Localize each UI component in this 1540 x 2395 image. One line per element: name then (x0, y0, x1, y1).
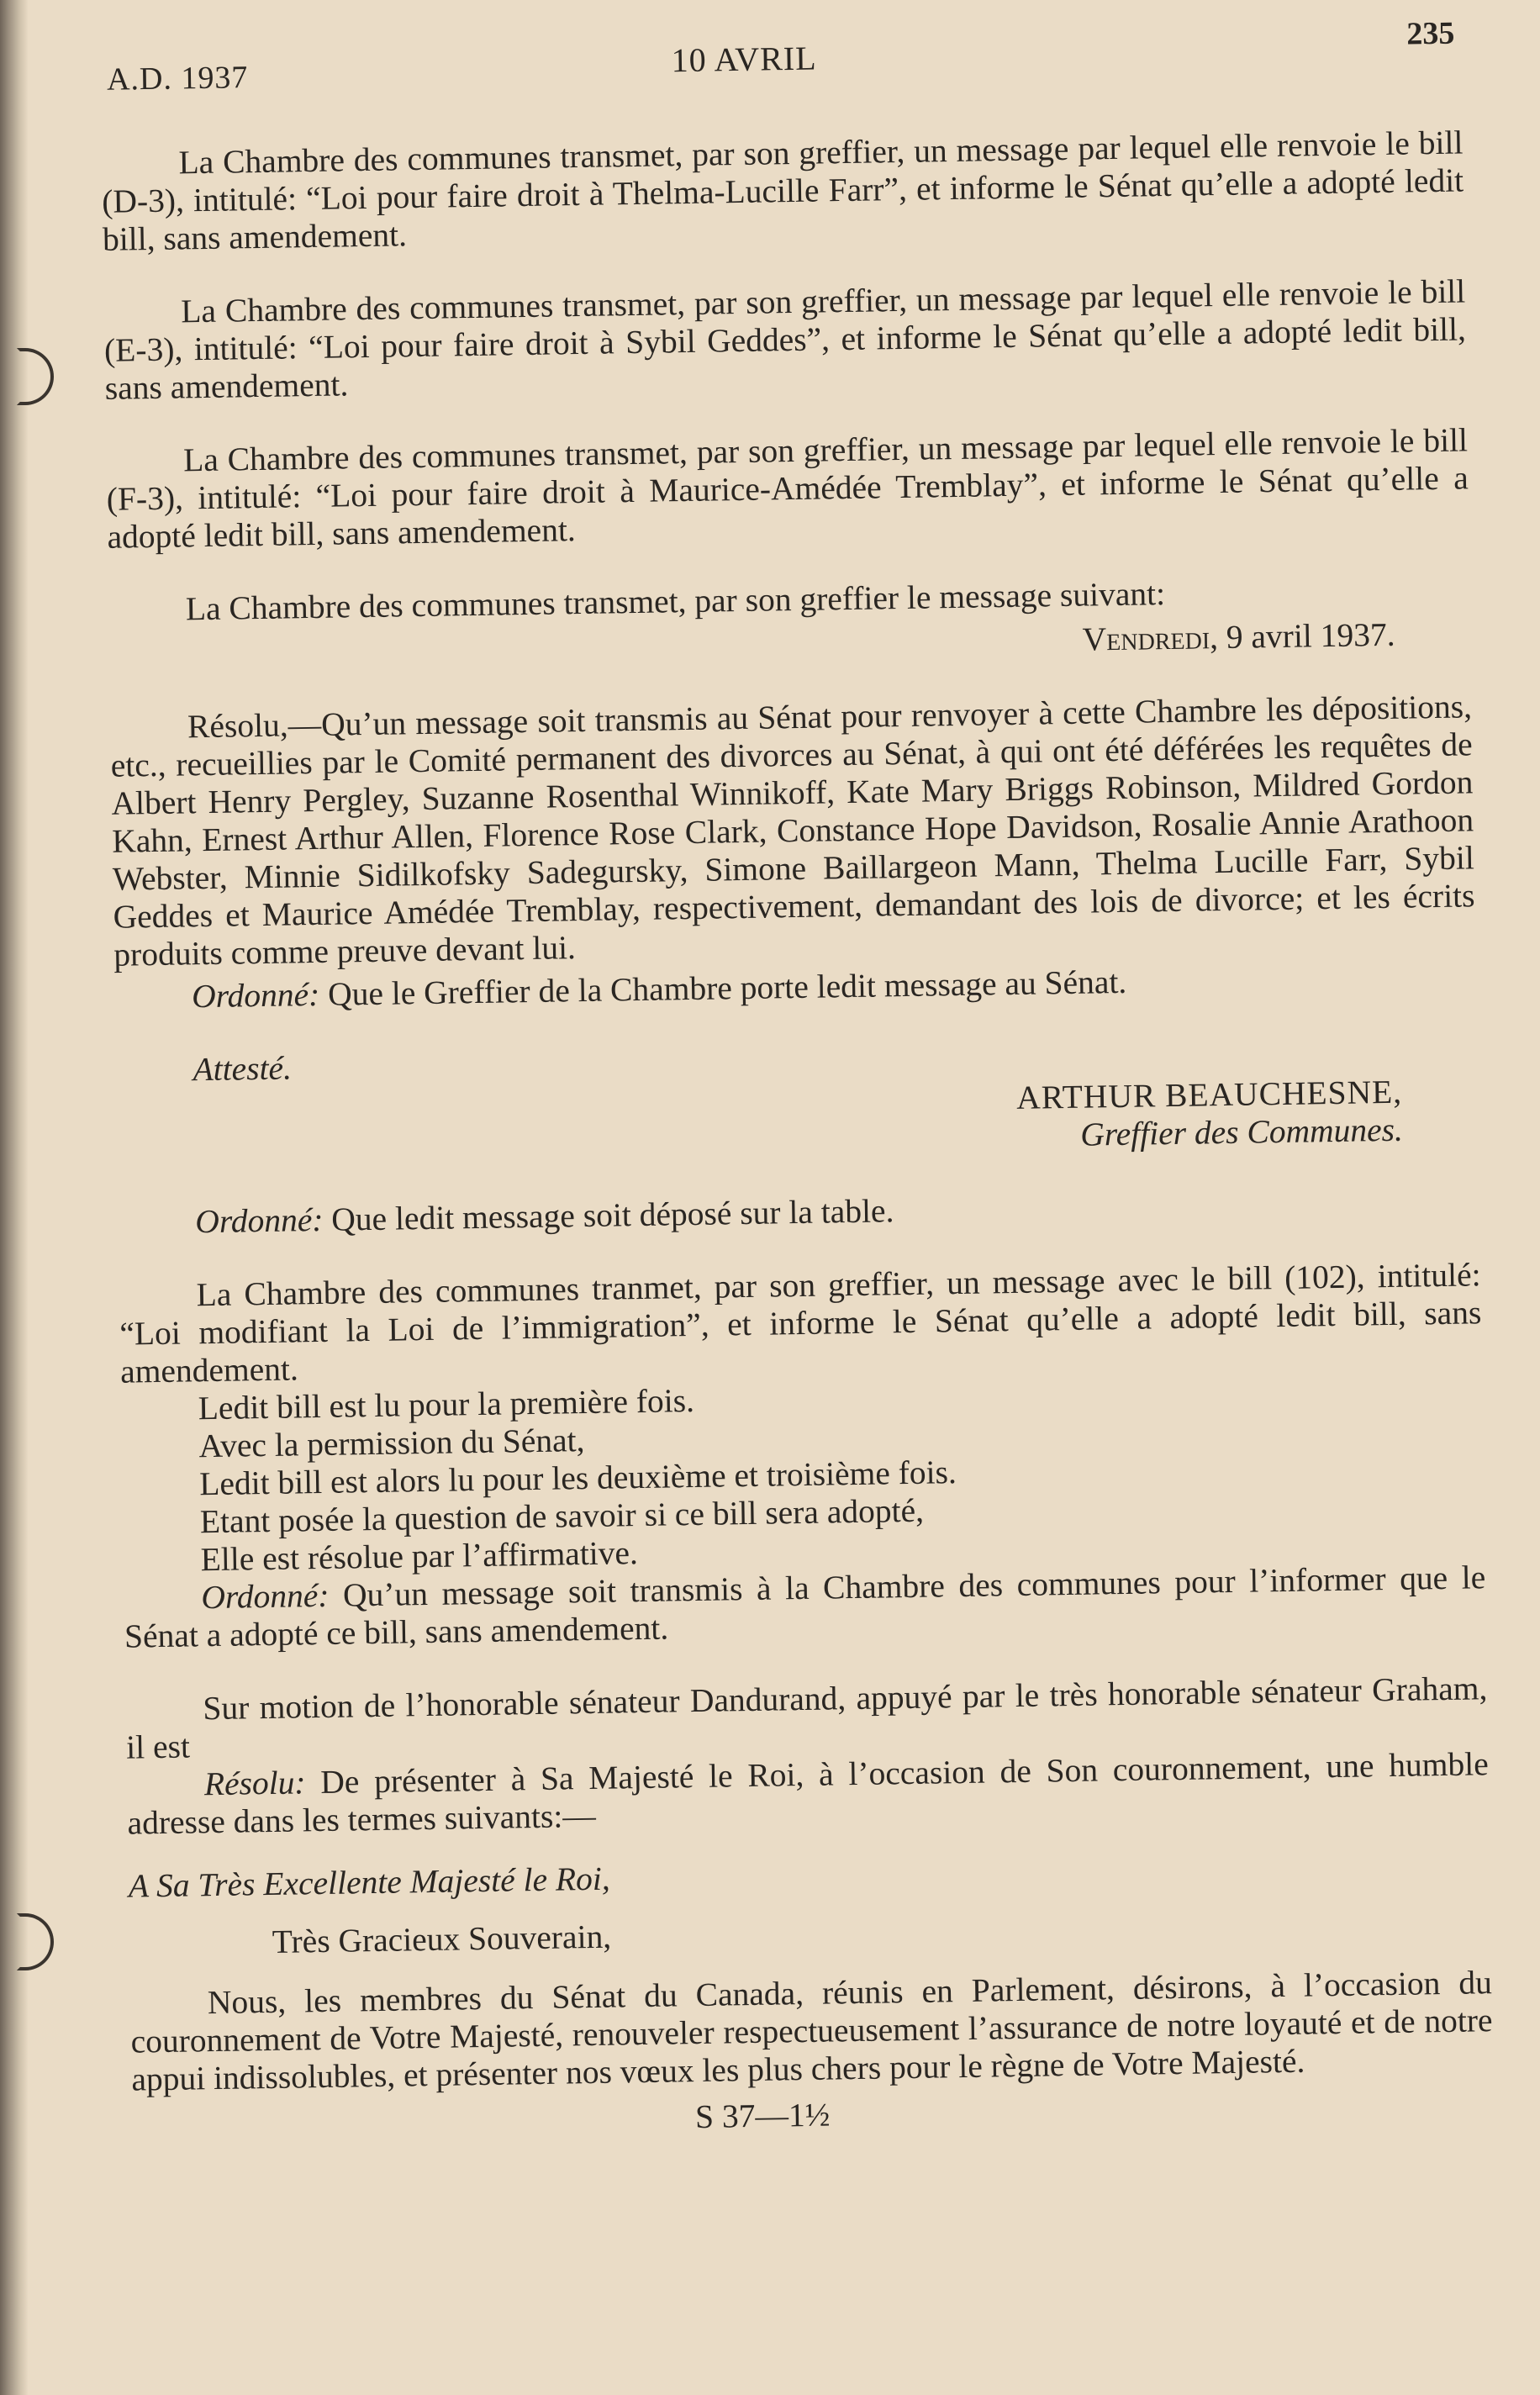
attestation: Attesté. (192, 1049, 293, 1089)
message-paragraph-e3: La Chambre des communes transmet, par son greffier, un message par lequel elle renvoie le bill (E-3), intitulé: “Loi pour faire droit à Sybil Geddes”, et informe le Sénat qu’elle a adopté ledit bill, sans amendement. (103, 272, 1467, 407)
order-paragraph-2 (118, 1183, 1480, 1242)
page-number: 235 (1406, 15, 1455, 52)
salutation: Très Gracieux Souverain, (272, 1918, 612, 1960)
procedure-line-5: Elle est résolue par l’affirmative. (200, 1534, 639, 1579)
message-intro-paragraph: La Chambre des communes transmet, par son greffier le message suivant: (185, 575, 1166, 628)
signature-folio: S 37—1½ (694, 2096, 831, 2136)
document-page (99, 14, 1498, 2381)
order-text: Que ledit message soit déposé sur la table. (330, 1192, 894, 1238)
order-label: Ordonné: (191, 975, 320, 1016)
resolution-paragraph: Résolu,—Qu’un message soit transmis au Sénat pour renvoyer à cette Chambre les dépositions, etc., recueillies par le Comité permanent des divorces au Sénat, à qui ont été déférées les requêtes de Albert Henry Pergley, Suzanne Rosenthal Winnikoff, Kate Mary Briggs Robinson, Mildred Gordon Kahn, Ernest Arthur Allen, Florence Rose Clark, Constance Hope Davidson, Rosalie Annie Arathoon Webster, Minnie Sidilkofsky Sadegursky, Simone Baillargeon Mann, Thelma Lucille Farr, Sybil Geddes et Maurice Amédée Tremblay, respectivement, demandant des lois de divorce; et les écrits produits comme preuve devant lui. (110, 688, 1475, 973)
procedure-line-3: Ledit bill est alors lu pour les deuxième et troisième fois. (198, 1453, 957, 1503)
resolution-label: Résolu: (203, 1764, 306, 1803)
resolution-text: De présenter à Sa Majesté le Roi, à l’occasion de Son couronnement, une humble adresse dans les termes suivants:— (127, 1745, 1490, 1842)
message-paragraph-d3: La Chambre des communes transmet, par son greffier, un message par lequel elle renvoie le bill (D-3), intitulé: “Loi pour faire droit à Thelma-Lucille Farr”, et informe le Sénat qu’elle a adopté ledit bill, sans amendement. (101, 124, 1464, 258)
order-label: Ordonné: (201, 1576, 330, 1617)
header-date: 10 AVRIL (671, 39, 817, 80)
page-header (99, 14, 1462, 103)
motion-paragraph: Sur motion de l’honorable sénateur Dandurand, appuyé par le très honorable sénateur Graham, il est (125, 1670, 1488, 1766)
order-text: Que le Greffier de la Chambre porte ledit message au Sénat. (327, 963, 1127, 1013)
signatory-title: Greffier des Communes. (1079, 1110, 1404, 1153)
header-year: A.D. 1937 (106, 60, 249, 98)
binding-hole-top (17, 348, 54, 405)
page-body (101, 124, 1494, 2144)
message-paragraph-f3: La Chambre des communes transmet, par son greffier, un message par lequel elle renvoie le bill (F-3), intitulé: “Loi pour faire droit à Maurice-Amédée Tremblay”, et informe le Sénat qu’elle a adopté ledit bill, sans amendement. (106, 421, 1469, 556)
signatory-name: ARTHUR BEAUCHESNE, (1015, 1073, 1403, 1116)
binding-hole-bottom (17, 1913, 54, 1970)
bill-102-paragraph: La Chambre des communes tranmet, par son greffier, un message avec le bill (102), intitulé: “Loi modifiant la Loi de l’immigration”, et informe le Sénat qu’elle a adopté ledit bill, sans amendement. (119, 1256, 1482, 1390)
address-body-paragraph: Nous, les membres du Sénat du Canada, réunis en Parlement, désirons, à l’occasion du couronnement de Votre Majesté, renouveler respectueusement l’assurance de notre loyauté et de notre appui indissolubles, et présenter nos vœux les plus chers pour le règne de Votre Majesté. (130, 1964, 1493, 2098)
order-label: Ordonné: (195, 1200, 324, 1241)
procedure-line-4: Etant posée la question de savoir si ce bill sera adopté, (199, 1491, 925, 1541)
order-text: Qu’un message soit transmis à la Chambre des communes pour l’informer que le Sénat a adopté ce bill, sans amendement. (124, 1559, 1486, 1655)
address-heading: A Sa Très Excellente Majesté le Roi, (128, 1860, 611, 1905)
date-value: 9 avril 1937. (1226, 615, 1395, 656)
date-weekday: Vendredi, (1082, 619, 1219, 658)
procedure-line-1: Ledit bill est lu pour la première fois. (198, 1381, 695, 1427)
procedure-line-2: Avec la permission du Sénat, (198, 1422, 585, 1465)
